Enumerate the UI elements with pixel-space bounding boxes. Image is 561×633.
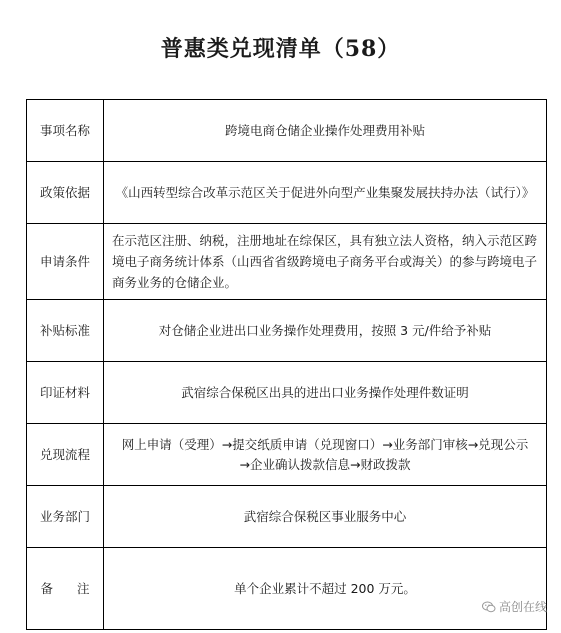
remark-label-a: 备 bbox=[40, 580, 53, 596]
table-row bbox=[27, 162, 547, 224]
table-row bbox=[27, 224, 547, 300]
row-value: 《山西转型综合改革示范区关于促进外向型产业集聚发展扶持办法（试行）》 bbox=[104, 162, 547, 224]
watermark-text: 高创在线 bbox=[498, 600, 547, 614]
row-label: 申请条件 bbox=[27, 224, 104, 300]
table-row bbox=[27, 486, 547, 548]
row-value bbox=[104, 424, 547, 486]
table-row bbox=[27, 548, 547, 630]
row-label: 业务部门 bbox=[27, 486, 104, 548]
table-row bbox=[27, 424, 547, 486]
row-value: 武宿综合保税区事业服务中心 bbox=[104, 486, 547, 548]
row-value: 单个企业累计不超过 200 万元。 bbox=[104, 548, 547, 630]
row-value: 在示范区注册、纳税，注册地址在综保区，具有独立法人资格，纳入示范区跨境电子商务统计体系（山西省省级跨境电子商务平台或海关）的参与跨境电子商务业务的仓储企业。 bbox=[104, 224, 547, 300]
row-value: 对仓储企业进出口业务操作处理费用，按照 3 元/件给予补贴 bbox=[104, 300, 547, 362]
row-label: 兑现流程 bbox=[27, 424, 104, 486]
process-line-1: 网上申请（受理）→提交纸质申请（兑现窗口）→业务部门审核→兑现公示 bbox=[121, 436, 529, 452]
row-value: 跨境电商仓储企业操作处理费用补贴 bbox=[104, 100, 547, 162]
page-title: 普惠类兑现清单（58） bbox=[160, 36, 401, 62]
redemption-table bbox=[26, 99, 547, 630]
watermark bbox=[482, 598, 547, 615]
row-label: 事项名称 bbox=[27, 100, 104, 162]
row-label: 印证材料 bbox=[27, 362, 104, 424]
row-value: 武宿综合保税区出具的进出口业务操作处理件数证明 bbox=[104, 362, 547, 424]
row-label: 政策依据 bbox=[27, 162, 104, 224]
wechat-icon bbox=[482, 601, 496, 613]
row-label bbox=[27, 548, 104, 630]
table-row bbox=[27, 300, 547, 362]
table-row bbox=[27, 100, 547, 162]
row-label: 补贴标准 bbox=[27, 300, 104, 362]
process-line-2: →企业确认拨款信息→财政拨款 bbox=[239, 456, 411, 472]
remark-label-b: 注 bbox=[77, 580, 90, 596]
table-row bbox=[27, 362, 547, 424]
